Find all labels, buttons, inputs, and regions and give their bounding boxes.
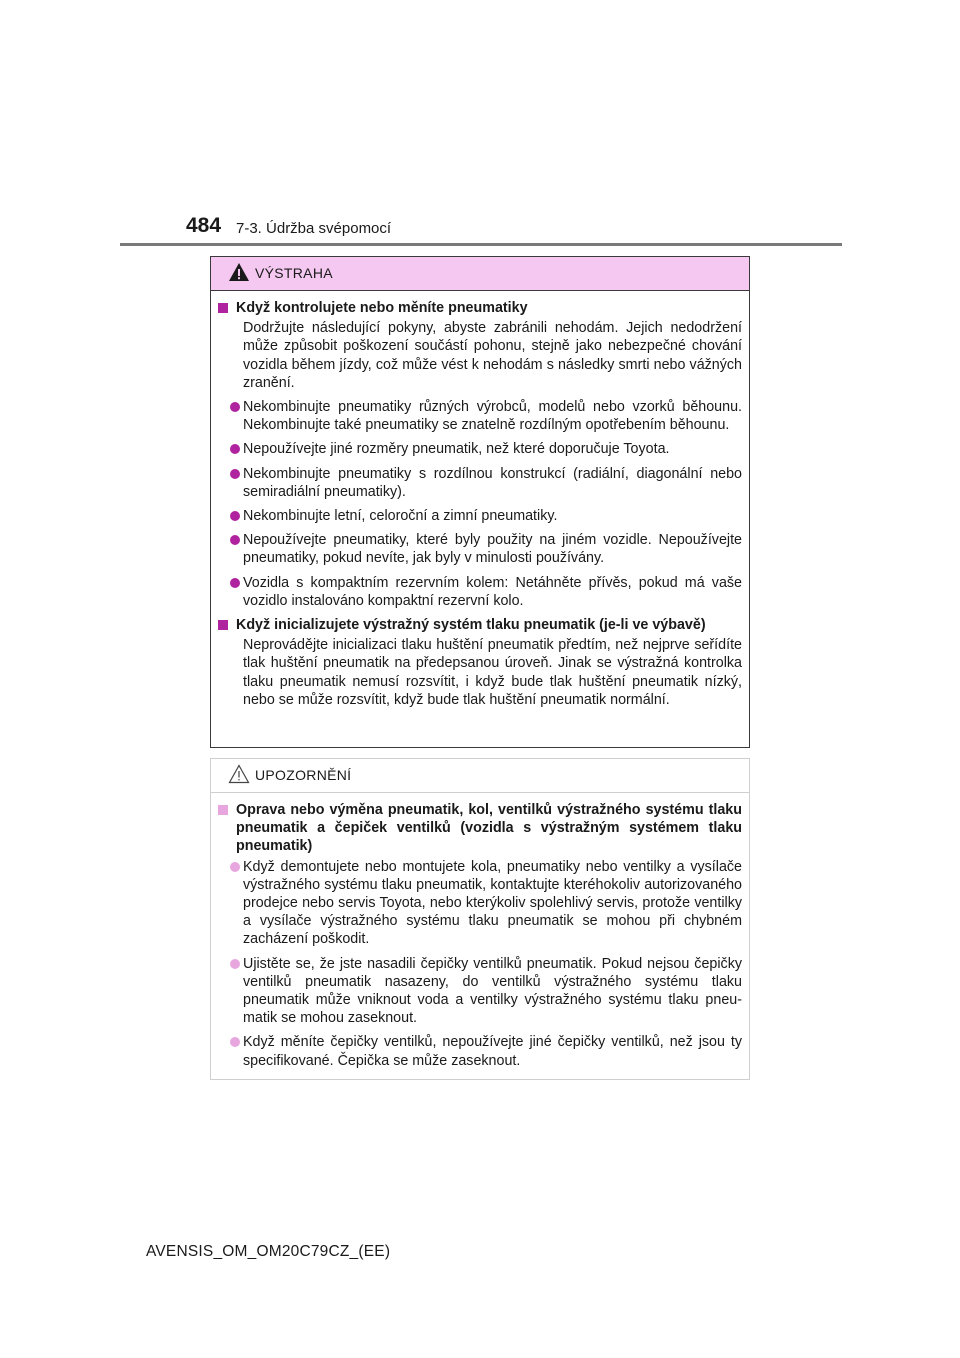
round-bullet-icon: [230, 535, 240, 545]
heading-text: Když kontrolujete nebo měníte pneumatiky: [236, 300, 528, 316]
list-item: [218, 465, 742, 501]
caution-box: [210, 758, 750, 1080]
warning-paragraph: Dodržujte následující pokyny, abyste zabránili nehodám. Jejich nedodržení může způsobit poškození součástí pohonu, stejně jako nebezpečné chování vozidla během jízdy, což může vést k nehodám s následky smrti nebo vážných zranění.: [243, 320, 742, 391]
round-bullet-icon: [230, 402, 240, 412]
list-item: [218, 440, 742, 458]
heading-text: Oprava nebo výměna pneumatik, kol, ventilků výstražného systému tlaku pneumatik a čepiček ventilků (vozidla s výstražným systémem tlaku pneumatik): [236, 802, 742, 855]
round-bullet-icon: [230, 578, 240, 588]
warning-triangle-filled-icon: [228, 262, 250, 282]
list-item-text: Nekombinujte letní, celoroční a zimní pneumatiky.: [243, 508, 558, 525]
caution-triangle-outline-icon: [228, 764, 250, 784]
warning-heading-tires: [218, 299, 742, 317]
list-item-text: Nepoužívejte jiné rozměry pneumatik, než které doporučuje Toyota.: [243, 441, 670, 458]
list-item: [218, 398, 742, 434]
square-bullet-icon: [218, 805, 228, 815]
round-bullet-icon: [230, 469, 240, 479]
page-number: 484: [186, 214, 222, 237]
round-bullet-icon: [230, 444, 240, 454]
warning-content: [211, 291, 749, 709]
round-bullet-icon: [230, 511, 240, 521]
document-code: AVENSIS_OM_OM20C79CZ_(EE): [146, 1243, 391, 1260]
list-item: [218, 955, 742, 1028]
list-item-text: Vozidla s kompaktním rezervním kolem: Netáhněte přívěs, pokud má vaše vozidlo instalováno kompaktní rezervní kolo.: [243, 574, 742, 609]
section-title: 7-3. Údržba svépomocí: [236, 220, 392, 237]
warning-label: VÝSTRAHA: [255, 265, 333, 281]
round-bullet-icon: [230, 959, 240, 969]
round-bullet-icon: [230, 1037, 240, 1047]
header-divider: [120, 243, 842, 246]
list-item: [218, 531, 742, 567]
list-item: [218, 858, 742, 949]
heading-text: Když inicializujete výstražný systém tlaku pneumatik (je-li ve výbavě): [236, 617, 706, 634]
warning-header: [211, 257, 749, 291]
list-item-text: Nepoužívejte pneumatiky, které byly použity na jiném vozidle. Nepoužívejte pneumatiky, pokud nevíte, jak byly v minulosti používány.: [243, 532, 742, 567]
caution-content: [211, 793, 749, 1070]
list-item: [218, 507, 742, 525]
list-item-text: Když demontujete nebo montujete kola, pneumatiky nebo ventilky a vysílače výstražného systému tlaku pneumatik, kontaktujte kteréhokoliv autorizovaného prodejce nebo servis Toyota, nebo kterýkoliv spolehlivý servis, protože ventilky a vysílače výstražného systému tlaku pneumatik se mohou při chybném zacházení poškodit.: [243, 858, 742, 948]
list-item: [218, 1033, 742, 1069]
square-bullet-icon: [218, 620, 228, 630]
square-bullet-icon: [218, 303, 228, 313]
list-item: [218, 574, 742, 610]
list-item-text: Ujistěte se, že jste nasadili čepičky ventilků pneumatik. Pokud nejsou čepičky ventilků pneumatik nasazeny, do ventilků výstražného systému tlaku pneumatik může vniknout voda a ventilky výstražného systému tlaku pneumatik se mohou zaseknout.: [243, 955, 742, 1027]
list-item-text: Nekombinujte pneumatiky s rozdílnou konstrukcí (radiální, diagonální nebo semiradiální pneumatiky).: [243, 465, 742, 500]
caution-heading: [218, 801, 742, 856]
list-item-text: Když měníte čepičky ventilků, nepoužívejte jiné čepičky ventilků, než jsou ty specifikované. Čepička se může zaseknout.: [243, 1034, 742, 1069]
caution-header: [211, 759, 749, 793]
list-item-text: Nekombinujte pneumatiky různých výrobců, modelů nebo vzorků běhounu. Nekombinujte také pneumatiky se znatelně rozdílným opotřebením běhounu.: [243, 399, 742, 434]
warning-paragraph: Neprovádějte inicializaci tlaku huštění pneumatik předtím, než nejprve seřídíte tlak huštění pneumatik na předepsanou úroveň. Jinak se výstražná kontrolka tlaku pneumatik nemusí rozsvítit, i když bude tlak huštění pneumatik nízký, nebo se může rozsvítit, když bude tlak huštění pneumatik normální.: [243, 637, 742, 708]
round-bullet-icon: [230, 862, 240, 872]
warning-heading-tpms: [218, 616, 742, 634]
warning-box: [210, 256, 750, 748]
caution-label: UPOZORNĚNÍ: [255, 767, 352, 783]
